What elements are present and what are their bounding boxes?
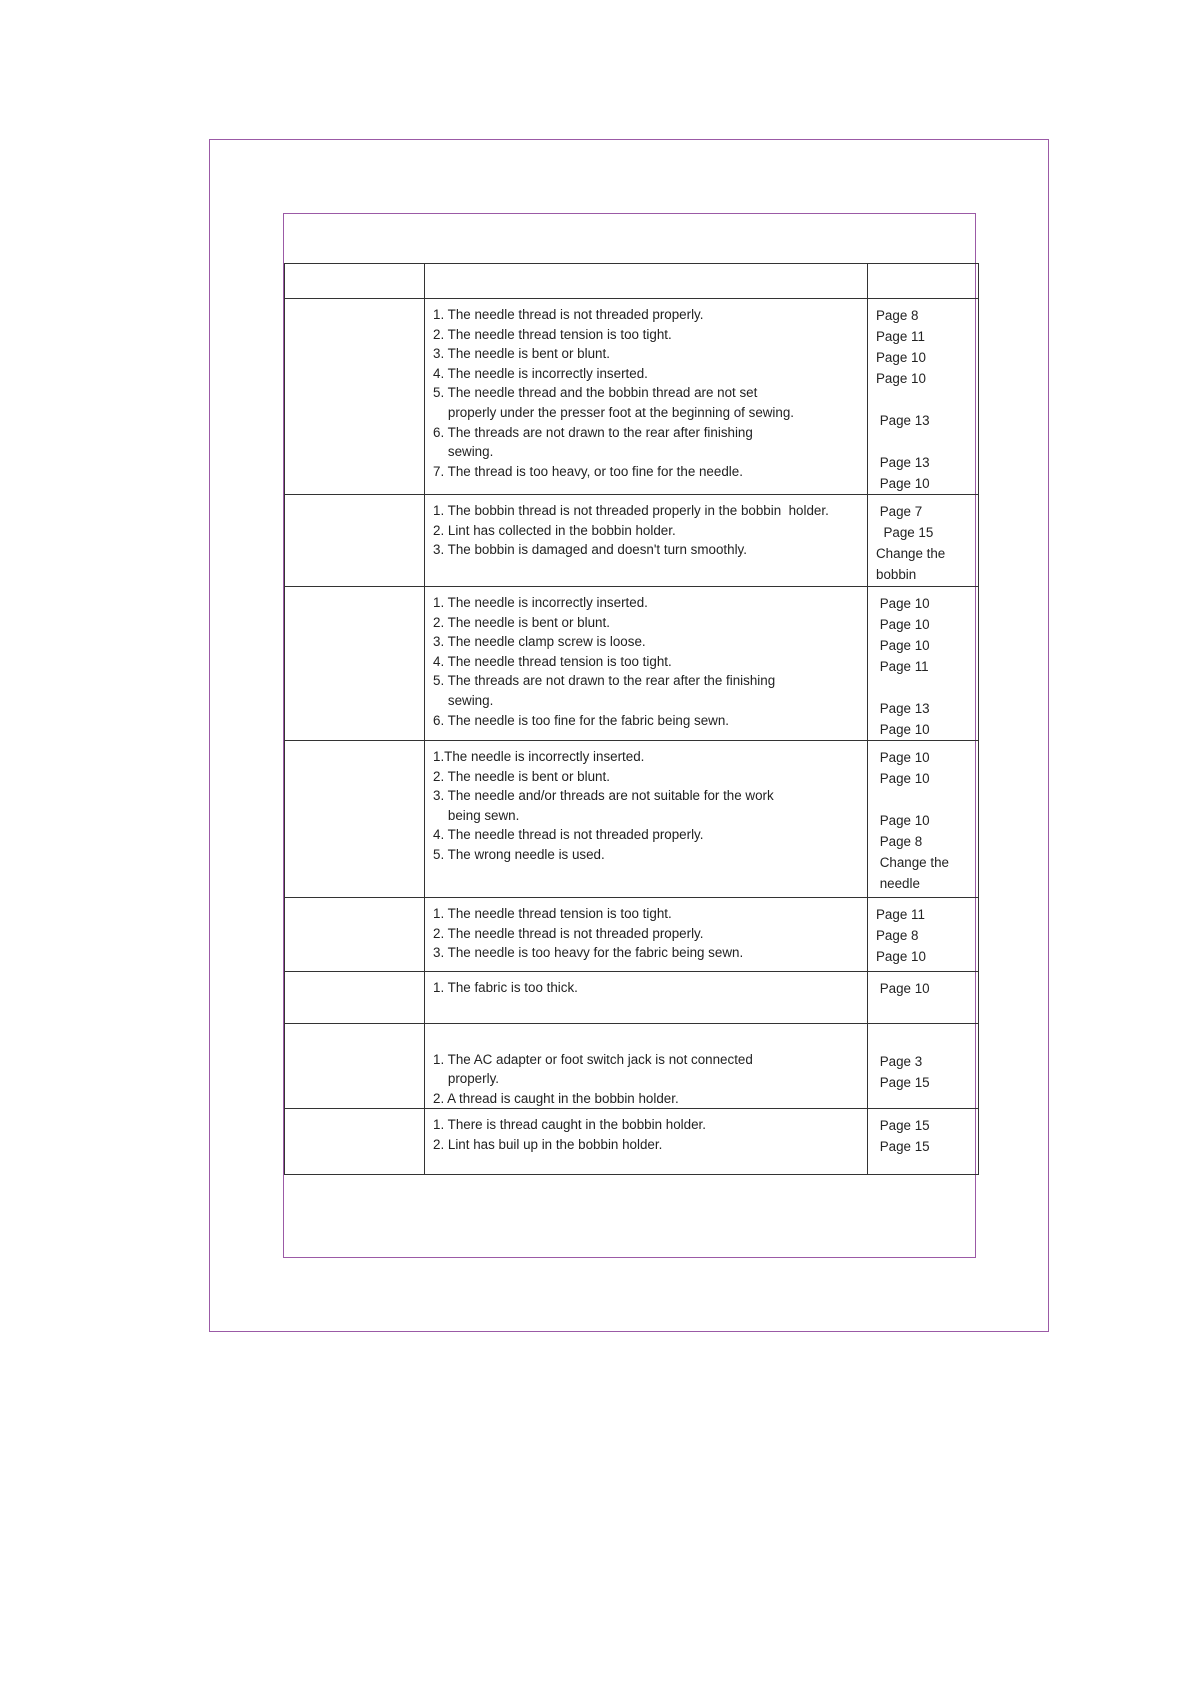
cause-cell (425, 299, 868, 495)
page-reference: Page 8 (876, 928, 919, 943)
page-reference: Page 7 (876, 504, 923, 519)
reference-cell (868, 898, 979, 972)
page-reference: Page 13 (876, 413, 930, 428)
cause-item: 4. The needle thread is not threaded properly. (433, 827, 704, 843)
problem-cell (285, 495, 425, 587)
header-problem-cell (285, 264, 425, 299)
page-reference: Page 15 (876, 1118, 930, 1134)
cause-item: 3. The needle is too heavy for the fabric being sewn. (433, 945, 744, 961)
cause-list (425, 587, 867, 730)
table-row (285, 898, 979, 972)
page-reference: Page 10 (876, 476, 930, 491)
cause-item: 3. The needle clamp screw is loose. (433, 634, 646, 650)
problem-cell (285, 972, 425, 1024)
page-reference: Page 10 (876, 981, 930, 996)
reference-cell (868, 972, 979, 1024)
reference-cell (868, 1024, 979, 1109)
cause-cell (425, 972, 868, 1024)
troubleshooting-table (284, 263, 979, 1175)
problem-cell (285, 587, 425, 741)
header-reference-cell (868, 264, 979, 299)
cause-item: 1. The fabric is too thick. (433, 980, 578, 995)
cause-item: being sewn. (433, 807, 520, 823)
page-reference: Page 11 (876, 659, 929, 674)
page-reference: Page 13 (876, 455, 930, 470)
problem-cell (285, 1024, 425, 1109)
cause-item: 2. Lint has buil up in the bobbin holder. (433, 1136, 663, 1152)
table-row (285, 587, 979, 741)
cause-list (425, 299, 867, 481)
cause-item: 4. The needle thread tension is too tight. (433, 653, 672, 669)
reference-list (868, 898, 978, 967)
cause-list (425, 898, 867, 963)
cause-item: 1. The needle thread tension is too tight. (433, 906, 672, 921)
reference-list (868, 587, 978, 740)
reference-list (868, 741, 978, 894)
cause-item: 2. The needle thread tension is too tight. (433, 326, 672, 342)
problem-cell (285, 898, 425, 972)
cause-list (425, 1109, 867, 1154)
page-reference (876, 431, 978, 452)
reference-cell (868, 587, 979, 741)
page-reference: Page 10 (876, 371, 926, 386)
table-row (285, 1024, 979, 1109)
page-reference: Page 15 (876, 1139, 930, 1155)
cause-cell (425, 1024, 868, 1109)
cause-item (433, 1030, 867, 1050)
cause-item: 5. The wrong needle is used. (433, 846, 605, 862)
cause-item: 1. The bobbin thread is not threaded properly in the bobbin holder. (433, 503, 829, 518)
table-row (285, 1109, 979, 1175)
page-reference: Page 10 (876, 813, 930, 828)
page-reference (876, 789, 978, 810)
page-reference: Page 10 (876, 949, 926, 964)
reference-list (868, 1024, 978, 1093)
page-reference: Page 11 (876, 907, 925, 922)
cause-cell (425, 898, 868, 972)
cause-cell (425, 495, 868, 587)
page-reference: Change the (876, 855, 949, 870)
cause-item: 2. Lint has collected in the bobbin holder. (433, 522, 676, 538)
table-header-row (285, 264, 979, 299)
page-reference (876, 1030, 978, 1051)
cause-item: 1. The AC adapter or foot switch jack is not connected (433, 1051, 753, 1067)
reference-cell (868, 1109, 979, 1175)
reference-list (868, 1109, 978, 1157)
cause-item: 3. The bobbin is damaged and doesn't turn smoothly. (433, 542, 747, 558)
page-reference (876, 389, 978, 410)
page-reference: Page 10 (876, 596, 930, 611)
cause-item: 5. The threads are not drawn to the rear after the finishing (433, 673, 776, 689)
page-reference: needle (876, 876, 920, 891)
reference-list (868, 299, 978, 494)
page-reference (876, 677, 978, 698)
page-reference: Page 8 (876, 308, 919, 323)
reference-list (868, 972, 978, 999)
reference-cell (868, 741, 979, 898)
header-cause-cell (425, 264, 868, 299)
cause-item: 1.The needle is incorrectly inserted. (433, 749, 645, 764)
page-reference: Page 10 (876, 722, 930, 737)
cause-list (425, 495, 867, 560)
page-reference: Page 10 (876, 617, 930, 632)
page-reference: Page 3 (876, 1054, 923, 1069)
table-row (285, 495, 979, 587)
problem-cell (285, 299, 425, 495)
cause-item: 2. The needle thread is not threaded properly. (433, 925, 704, 941)
page-reference: bobbin (876, 567, 917, 582)
cause-item: 1. There is thread caught in the bobbin holder. (433, 1117, 706, 1133)
cause-item: 6. The threads are not drawn to the rear after finishing (433, 424, 753, 440)
page-reference: Page 13 (876, 701, 930, 716)
cause-list (425, 1024, 867, 1108)
table-row (285, 972, 979, 1024)
table-row (285, 299, 979, 495)
cause-cell (425, 1109, 868, 1175)
page-reference: Change the (876, 546, 946, 561)
cause-item: 4. The needle is incorrectly inserted. (433, 365, 648, 381)
cause-item: 6. The needle is too fine for the fabric being sewn. (433, 712, 730, 728)
problem-cell (285, 741, 425, 898)
cause-item: 2. The needle is bent or blunt. (433, 614, 610, 630)
reference-cell (868, 495, 979, 587)
page-reference: Page 15 (876, 525, 934, 540)
page-reference: Page 8 (876, 834, 923, 849)
cause-list (425, 972, 867, 998)
table-row (285, 741, 979, 898)
reference-cell (868, 299, 979, 495)
page-reference: Page 15 (876, 1075, 930, 1090)
cause-item: 3. The needle is bent or blunt. (433, 346, 610, 362)
cause-item: 5. The needle thread and the bobbin thread are not set (433, 385, 758, 401)
cause-item: 3. The needle and/or threads are not suitable for the work (433, 788, 774, 804)
page-reference: Page 10 (876, 350, 926, 365)
cause-item: 7. The thread is too heavy, or too fine for the needle. (433, 463, 743, 479)
cause-item: 2. The needle is bent or blunt. (433, 768, 610, 784)
cause-item: properly. (433, 1071, 499, 1087)
problem-cell (285, 1109, 425, 1175)
cause-item: properly under the presser foot at the beginning of sewing. (433, 404, 795, 420)
cause-item: 1. The needle is incorrectly inserted. (433, 595, 648, 610)
page-reference: Page 10 (876, 771, 930, 786)
page-reference: Page 11 (876, 329, 925, 344)
page-reference: Page 10 (876, 638, 930, 653)
cause-item: 1. The needle thread is not threaded properly. (433, 307, 704, 322)
reference-list (868, 495, 978, 585)
cause-cell (425, 587, 868, 741)
cause-item: sewing. (433, 444, 494, 460)
cause-item: sewing. (433, 692, 494, 708)
cause-item: 2. A thread is caught in the bobbin holder. (433, 1090, 679, 1106)
cause-list (425, 741, 867, 865)
page-reference: Page 10 (876, 750, 930, 765)
cause-cell (425, 741, 868, 898)
